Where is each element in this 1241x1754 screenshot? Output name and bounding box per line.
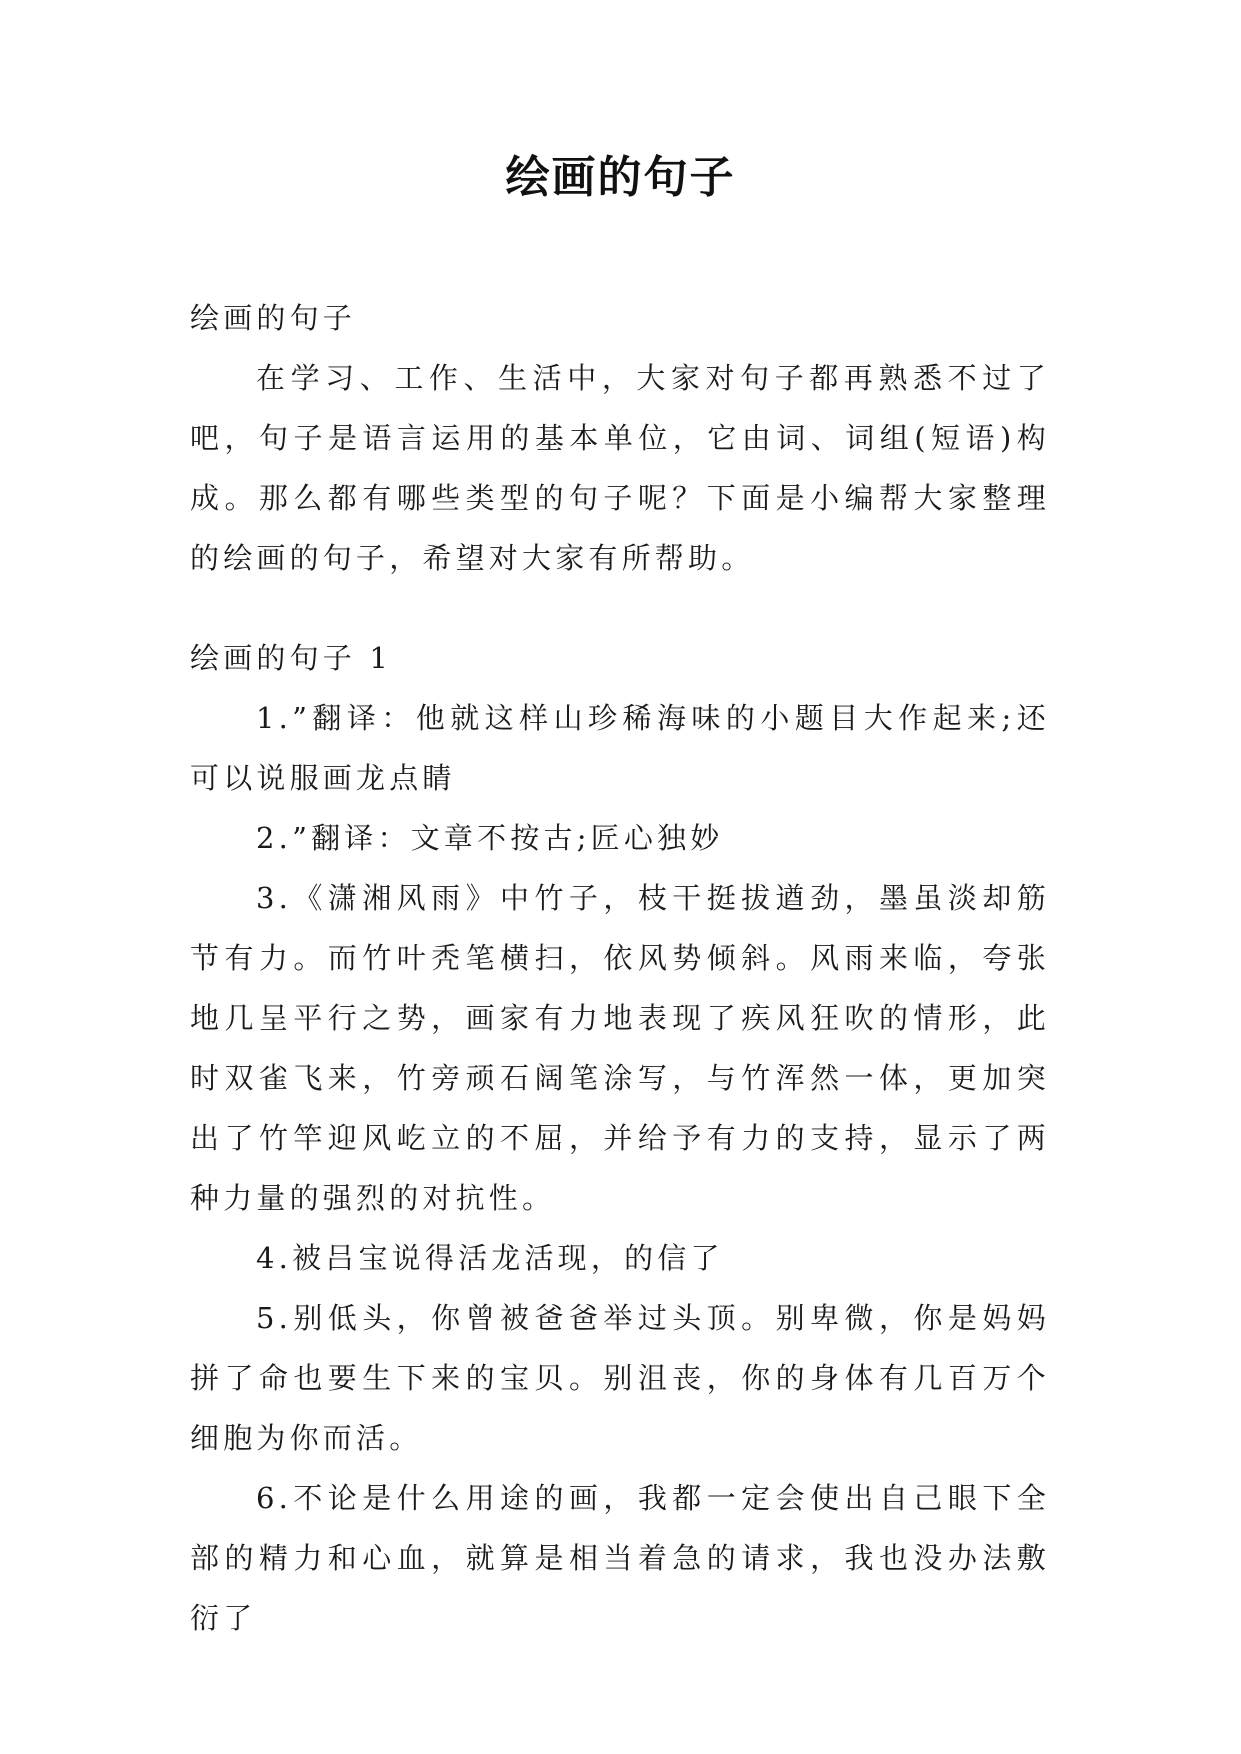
list-item: 5.别低头，你曾被爸爸举过头顶。别卑微，你是妈妈拼了命也要生下来的宝贝。别沮丧，你的身体有几百万个细胞为你而活。: [190, 1301, 1050, 1455]
intro-heading: 绘画的句子: [190, 301, 357, 335]
list-item: 3.《潇湘风雨》中竹子，枝干挺拔遒劲，墨虽淡却筋节有力。而竹叶秃笔横扫，依风势倾斜。风雨来临，夸张地几呈平行之势，画家有力地表现了疾风狂吹的情形，此时双雀飞来，竹旁顽石阔笔涂写，与竹浑然一体，更加突出了竹竿迎风屹立的不屈，并给予有力的支持，显示了两种力量的强烈的对抗性。: [190, 881, 1050, 1215]
list-item: 6.不论是什么用途的画，我都一定会使出自己眼下全部的精力和心血，就算是相当着急的请求，我也没办法敷衍了: [190, 1481, 1050, 1635]
list-item: 4.被吕宝说得活龙活现，的信了: [256, 1241, 724, 1275]
list-item: 2.”翻译：文章不按古;匠心独妙: [256, 821, 724, 855]
document-body: [190, 288, 1050, 1648]
document-title: 绘画的句子: [505, 152, 736, 203]
intro-paragraph: 在学习、工作、生活中，大家对句子都再熟悉不过了吧，句子是语言运用的基本单位，它由词、词组(短语)构成。那么都有哪些类型的句子呢？下面是小编帮大家整理的绘画的句子，希望对大家有所帮助。: [190, 361, 1050, 575]
section-spacer: [190, 588, 1050, 628]
section-heading: 绘画的句子 1: [190, 641, 393, 675]
list-item: 1.”翻译：他就这样山珍稀海味的小题目大作起来;还可以说服画龙点睛: [190, 701, 1050, 795]
